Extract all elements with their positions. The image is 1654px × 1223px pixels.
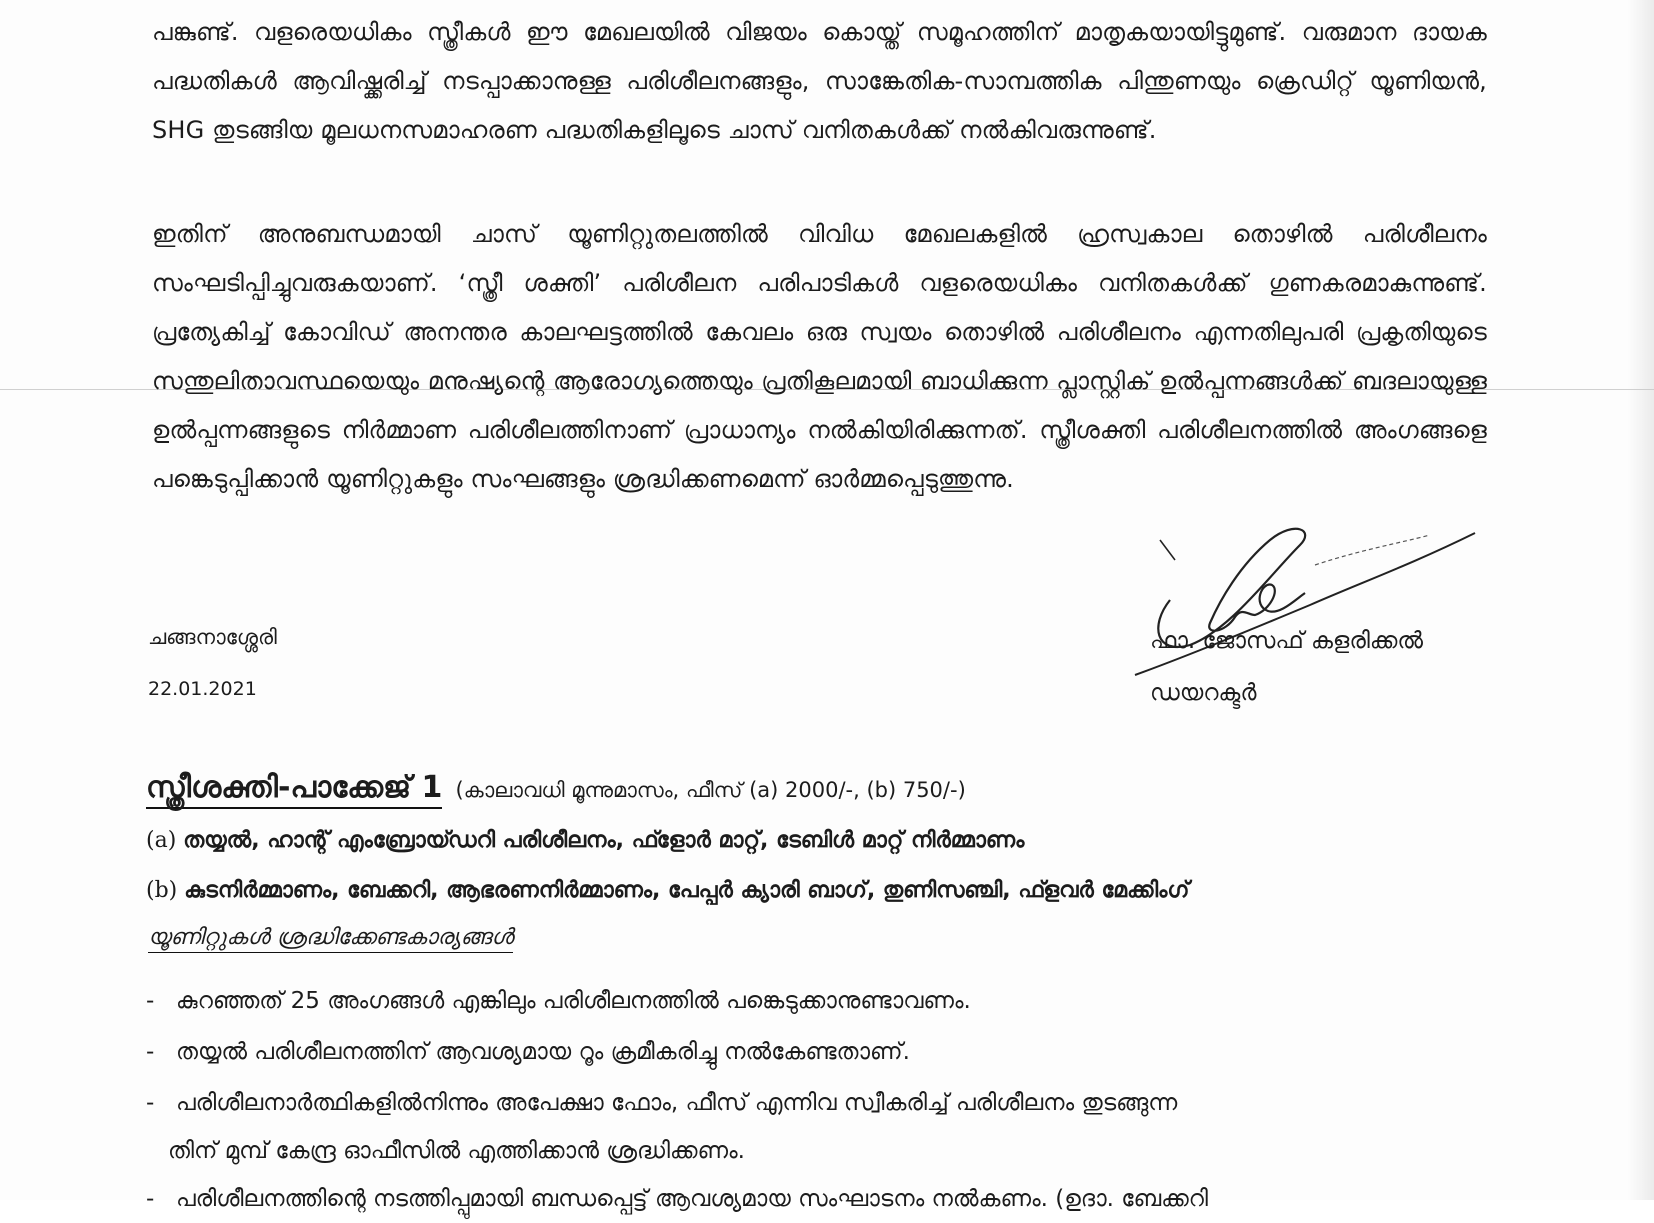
scan-edge-shadow — [1628, 0, 1654, 1200]
intro-paragraph: പങ്കുണ്ട്. വളരെയധികം സ്ത്രീകൾ ഈ മേഖലയിൽ വിജയം കൊയ്ത് സമൂഹത്തിന് മാതൃകയായിട്ടുമുണ്ട്. വരുമാന ദായക പദ്ധതികൾ ആവിഷ്ക്കരിച്ച് നടപ്പാക്കാനുള്ള പരിശീലനങ്ങളും, സാങ്കേതിക-സാമ്പത്തിക പിന്തുണയും ക്രെഡിറ്റ് യൂണിയൻ, SHG തുടങ്ങിയ മൂലധനസമാഹരണ പദ്ധതികളിലൂടെ ചാസ് വനിതകൾക്ക് നൽകിവരുന്നുണ്ട്. — [152, 18, 1487, 144]
note-item — [146, 1079, 1486, 1175]
handwritten-signature — [1130, 505, 1480, 685]
bullet-dash: - — [146, 988, 155, 1014]
note-text-block — [168, 1079, 1486, 1175]
bullet-dash: - — [146, 1186, 155, 1212]
notes-heading: യൂണിറ്റുകൾ ശ്രദ്ധിക്കേണ്ടകാര്യങ്ങൾ — [148, 925, 513, 953]
place-label: ചങ്ങനാശ്ശേരി — [148, 625, 277, 649]
item-b-marker: (b) — [146, 878, 178, 903]
package-heading — [146, 770, 966, 805]
package-item-b — [146, 878, 1189, 903]
date-label: 22.01.2021 — [148, 678, 257, 700]
package-meta: (കാലാവധി മൂന്നുമാസം, ഫീസ് (a) 2000/-, (b) 750/-) — [455, 778, 966, 802]
note-text-continuation: തിന് മുമ്പ് കേന്ദ്ര ഓഫീസിൽ എത്തിക്കാൻ ശ്രദ്ധിക്കണം. — [168, 1138, 745, 1164]
item-a-marker: (a) — [146, 828, 177, 853]
note-text: പരിശീലനത്തിന്റെ നടത്തിപ്പുമായി ബന്ധപ്പെട്ട് ആവശ്യമായ സംഘാടനം നൽകണം. (ഉദാ. ബേക്കറി — [176, 1186, 1208, 1212]
item-a-text: തയ്യൽ, ഹാന്റ് എംബ്രോയ്ഡറി പരിശീലനം, ഫ്ളോർ മാറ്റ്, ടേബിൾ മാറ്റ് നിർമ്മാണം — [183, 828, 1025, 853]
note-text: തയ്യൽ പരിശീലനത്തിന് ആവശ്യമായ റൂം ക്രമീകരിച്ചു നൽകേണ്ടതാണ്. — [176, 1039, 910, 1065]
package-title: സ്ത്രീശക്തി-പാക്കേജ് 1 — [146, 770, 442, 809]
note-item — [146, 977, 1486, 1025]
training-paragraph: ഇതിന് അനുബന്ധമായി ചാസ് യൂണിറ്റുതലത്തിൽ വിവിധ മേഖലകളിൽ ഹ്രസ്വകാല തൊഴിൽ പരിശീലനം സംഘടിപ്പിച്ചുവരുകയാണ്. ‘സ്ത്രീ ശക്തി’ പരിശീലന പരിപാടികൾ വളരെയധികം വനിതകൾക്ക് ഗുണകരമാകുന്നുണ്ട്. പ്രത്യേകിച്ച് കോവിഡ് അനന്തര കാലഘട്ടത്തിൽ കേവലം ഒരു സ്വയം തൊഴിൽ പരിശീലനം എന്നതിലുപരി പ്രകൃതിയുടെ സന്തുലിതാവസ്ഥയെയും മനുഷ്യന്റെ ആരോഗ്യത്തെയും പ്രതികൂലമായി ബാധിക്കുന്ന പ്ലാസ്റ്റിക് ഉൽപ്പന്നങ്ങൾക്ക് ബദലായുള്ള ഉൽപ്പന്നങ്ങളുടെ നിർമ്മാണ പരിശീലത്തിനാണ് പ്രാധാന്യം നൽകിയിരിക്കുന്നത്. സ്ത്രീശക്തി പരിശീലനത്തിൽ അംഗങ്ങളെ പങ്കെടുപ്പിക്കാൻ യൂണിറ്റുകളും സംഘങ്ങളും ശ്രദ്ധിക്കണമെന്ന് ഓർമ്മപ്പെടുത്തുന്നു. — [152, 220, 1487, 493]
signatory-name: ഫാ. ജോസഫ് കളരിക്കൽ — [1150, 628, 1423, 654]
bullet-dash: - — [146, 1039, 155, 1065]
note-text: കുറഞ്ഞത് 25 അംഗങ്ങൾ എങ്കിലും പരിശീലനത്തിൽ പങ്കെടുക്കാനുണ്ടാവണം. — [176, 988, 971, 1014]
package-item-a — [146, 828, 1024, 853]
note-item — [146, 1175, 1486, 1223]
signatory-title: ഡയറക്ടർ — [1150, 680, 1257, 706]
note-text: പരിശീലനാർത്ഥികളിൽനിന്നും അപേക്ഷാ ഫോം, ഫീസ് എന്നിവ സ്വീകരിച്ച് പരിശീലനം തുടങ്ങുന്ന — [176, 1090, 1178, 1116]
item-b-text: കുടനിർമ്മാണം, ബേക്കറി, ആഭരണനിർമ്മാണം, പേപ്പർ ക്യാരി ബാഗ്, തുണിസഞ്ചി, ഫ്ളവർ മേക്കിംഗ് — [184, 878, 1190, 903]
bullet-dash: - — [146, 1090, 155, 1116]
note-item — [146, 1028, 1486, 1076]
